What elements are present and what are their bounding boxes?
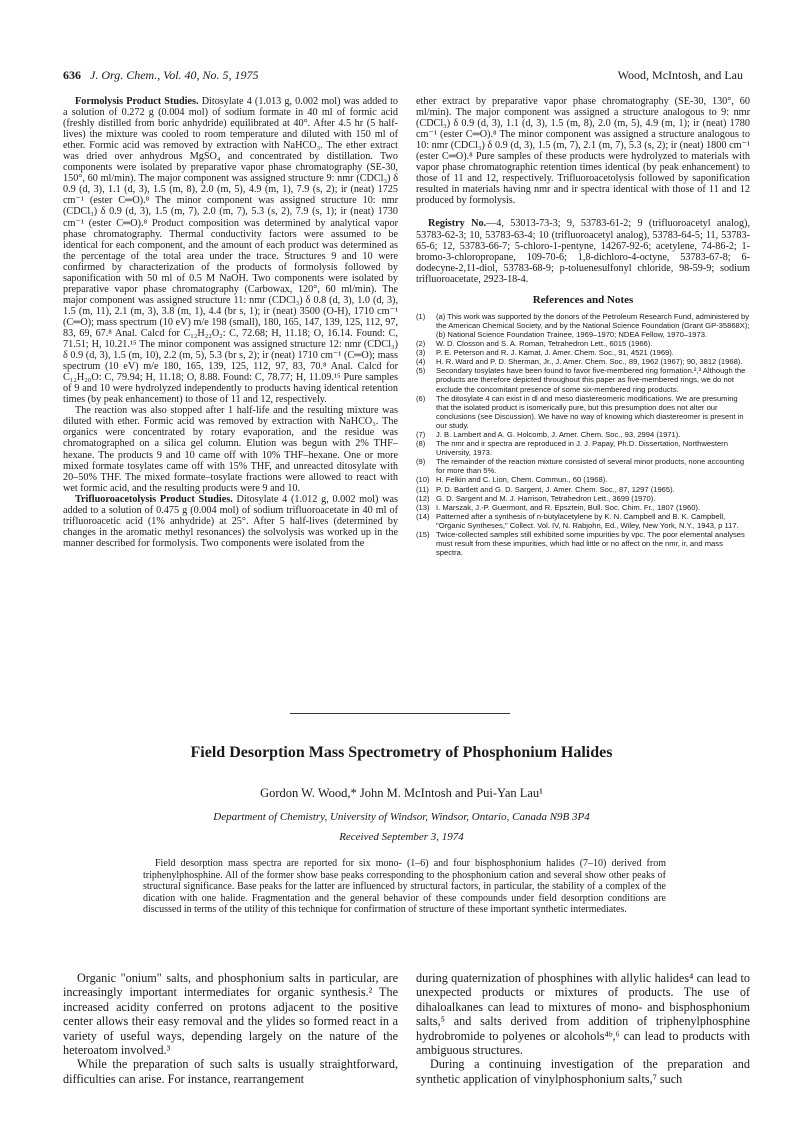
running-header-left: [63, 68, 259, 83]
references-heading: References and Notes: [532, 293, 634, 306]
reference-item: (11) P. D. Bartlett and G. D. Sargent, J. Amer. Chem. Soc., 87, 1297 (1965).: [416, 484, 675, 494]
references-list: [416, 312, 750, 558]
registry-numbers: —4, 53013-73-3; 9, 53783-61-2; 9 (trifluoroacetyl analog), 53783-62-3; 10, 53783-63-4; 10 (trifluoroacetyl analog), 53783-64-5; 11, 53783-65-6; 12, 53783-66-7; 5-chloro-1-pentyne, 14267-92-6; acetylene, 74-86-2; 1-bromo-3-chloropropane, 109-70-6; 1,8-dichloro-4-octyne, 53783-67-8; 6-dodecyne-2,11-diol, 53783-68-9; p-toluenesulfonyl chloride, 98-59-9; sodium trifluoroacetate, 2923-18-4.: [416, 218, 750, 285]
page-number: 636: [63, 68, 81, 82]
reference-item: (4) H. R. Ward and P. D. Sherman, Jr., J. Amer. Chem. Soc., 89, 1962 (1967); 90, 3812 (1968).: [416, 357, 743, 367]
reference-item: (6) The ditosylate 4 can exist in dl and meso diastereomeric modifications. We are presuming that the isolated product is isomerically pure, but this presumption does not alter our conclusions (see Discussion). We have no way of knowing which diastereomer is present in our study.: [416, 393, 744, 430]
ether-extract-paragraph: ether extract by preparative vapor phase chromatography (SE-30, 130°, 60 ml/min). The major component was assigned a structure analogous to 9: nmr (CDCl₃) δ 0.9 (d, 3), 1.1 (d, 3), 1.5 (m, 8), 2.0 (m, 5), 4.9 (m, 1); ir (neat) 1780 cm⁻¹ (ester C═O).⁸ The minor component was assigned a structure analogous to 10: nmr (CDCl₃) δ 0.9 (d, 3), 1.5 (m, 7), 2.1 (m, 7), 5.3 (s, 2); ir (neat) 1800 cm⁻¹ (ester C═O).⁸ Pure samples of these products were hydrolyzed to materials with vapor phase chromatographic retention times identical (by peak enhancement) to those of 11 and 12, respectively. Trifluoroacetolysis followed by saponification resulted in materials having nmr and ir spectra identical with those of 11 and 12 produced by formolysis.: [416, 96, 750, 207]
reference-item: (9) The remainder of the reaction mixture consisted of several minor products, none accounting for more than 5%.: [416, 457, 745, 476]
intro-paragraph: Organic "onium" salts, and phosphonium salts in particular, are increasingly important intermediates for organic synthesis.² The increased acidity conferred on protons adjacent to the positive center allows their easy removal and the ylides so formed react in a variety of useful ways, depending largely on the nature of the heteroatom involved.³: [63, 971, 398, 1058]
trifluoroacetolysis-heading: Trifluoroacetolysis Product Studies.: [75, 493, 233, 505]
formolysis-paragraph: Ditosylate 4 (1.013 g, 0.002 mol) was added to a solution of 0.272 g (0.004 mol) of sodium formate in 40 ml of formic acid (freshly distilled from boric anhydride) equilibrated at 40°. After 4.5 hr (5 half-lives) the mixture was cooled to room temperature and diluted with 150 ml of ether. Formic acid was removed by extraction with NaHCO₃. The ether extract was dried over anhydrous MgSO₄ and concentrated by distillation. Two components were isolated by preparative vapor phase chromatography (SE-30, 150°, 60 ml/min). The major component was assigned structure 9: nmr (CDCl₃) δ 0.9 (d, 3), 1.1 (d, 3), 1.5 (m, 8), 2.0 (m, 5), 4.9 (m, 1), 7.9 (s, 2); ir (neat) 1725 cm⁻¹ (ester C═O).⁸ The minor component was assigned structure 10: nmr (CDCl₃) δ 0.9 (d, 3), 1.5 (m, 7), 2.0 (m, 7), 5.3 (s, 2), 7.9 (s, 1); ir (neat) 1730 cm⁻¹ (ester C═O).⁸ Product composition was determined by analytical vapor phase chromatography. Thermal conductivity factors were assumed to be identical for each component, and the amount of each product was determined as the percentage of the total area under the trace. Structures 9 and 10 were confirmed by characterization of the products of formolysis followed by saponification with 50 ml of 0.5 M NaOH. Two components were isolated by preparative vapor phase chromatography (Carbowax, 120°, 60 ml/min). The major component was assigned structure 11: nmr (CDCl₃) δ 0.8 (d, 3), 1.0 (d, 3), 1.5 (m, 11), 2.1 (m, 3), 3.8 (m, 1), 4.4 (br s, 1); ir (neat) 3500 (O-H), 1710 cm⁻¹ (C═O); mass spectrum (10 eV) m/e 198 (small), 180, 165, 147, 139, 125, 112, 97, 83, 69, 67.⁸ Anal. Calcd for C₁₂H₂₂O₂: C, 72.68; H, 11.18; O, 16.14. Found: C, 71.51; H, 10.21.¹⁵ The minor component was assigned structure 12: nmr (CDCl₃) δ 0.9 (d, 3), 1.5 (m, 10), 2.2 (m, 5), 5.3 (br s, 2); ir (neat) 1710 cm⁻¹ (C═O); mass spectrum (10 eV) m/e 180, 165, 139, 125, 112, 97, 83, 70.⁸ Anal. Calcd for C₁₂H₂₀O: C, 79.94; H, 11.18; O, 8.88. Found: C, 78.77; H, 11.09.¹⁵ Pure samples of 9 and 10 were hydrolyzed independently to products having identical retention times (by peak enhancement) to those of 11 and 12, respectively.: [63, 96, 398, 406]
journal-citation: J. Org. Chem., Vol. 40, No. 5, 1975: [90, 68, 259, 82]
left-column: [63, 96, 398, 549]
article-title: Field Desorption Mass Spectrometry of Phosphonium Halides: [190, 744, 613, 761]
formolysis-heading: Formolysis Product Studies.: [75, 96, 199, 107]
running-authors: Wood, McIntosh, and Lau: [617, 68, 743, 82]
reference-item: (14) Patterned after a synthesis of n-butylacetylene by K. N. Campbell and B. K. Campbell, "Organic Syntheses," Collect. Vol. IV, N. Rabjohn, Ed., Wiley, New York, N.Y., 1943, p 117.: [416, 511, 739, 530]
reference-item: (15) Twice-collected samples still exhibited some impurities by vpc. The poor elemental analyses must result from these impurities, which had little or no affect on the nmr, ir, and mass spectra.: [416, 530, 745, 558]
reference-item: (1) (a) This work was supported by the donors of the Petroleum Research Fund, administered by the American Chemical Society, and by the National Science Foundation (Grant GP-35868X); (b) National Science Foundation Trainee, 1969–1970; NDEA Fellow, 1970–1973.: [416, 311, 750, 339]
intro-paragraph: While the preparation of such salts is usually straightforward, difficulties can arise. For instance, rearrangement: [63, 1057, 398, 1086]
received-date: Received September 3, 1974: [339, 831, 464, 843]
intro-right-column: [416, 971, 750, 1086]
reference-item: (13) I. Marszak, J.-P. Guermont, and R. Epsztein, Bull. Soc. Chim. Fr., 1807 (1960).: [416, 502, 701, 512]
reference-item: (3) P. E. Peterson and R. J. Kamat, J. Amer. Chem. Soc., 91, 4521 (1969).: [416, 348, 674, 358]
article-divider: [290, 713, 510, 714]
trifluoroacetolysis-paragraph: Ditosylate 4 (1.012 g, 0.002 mol) was added to a solution of 0.475 g (0.004 mol) of sodium trifluoroacetate in 40 ml of trifluoroacetic acid (1% anhydride) at 25°. After 5 half-lives (determined by changes in the aromatic methyl resonances) the solvolysis was worked up in the manner described for formolysis. Two components were isolated from the: [63, 493, 399, 549]
reference-item: (10) H. Felkin and C. Lion, Chem. Commun., 60 (1968).: [416, 475, 608, 485]
reference-item: (7) J. B. Lambert and A. G. Holcomb, J. Amer. Chem. Soc., 93, 2994 (1971).: [416, 430, 681, 440]
intro-left-column: [63, 971, 398, 1086]
right-column: [416, 96, 750, 557]
registry-heading: Registry No.: [428, 218, 487, 230]
reference-item: (12) G. D. Sargent and M. J. Harrison, Tetrahedron Lett., 3699 (1970).: [416, 493, 656, 503]
intro-paragraph: During a continuing investigation of the preparation and synthetic application of vinylphosphonium salts,⁷ such: [416, 1057, 750, 1086]
affiliation: Department of Chemistry, University of Windsor, Windsor, Ontario, Canada N9B 3P4: [213, 811, 590, 823]
reference-item: (5) Secondary tosylates have been found to favor five-membered ring formation.²,³ Although the products are therefore depicted throughout this paper as five-membered rings, we do not exclude the concomitant presence of some six-membered ring products.: [416, 366, 746, 394]
article-authors: Gordon W. Wood,* John M. McIntosh and Pui-Yan Lau¹: [260, 786, 543, 800]
abstract: [143, 858, 666, 916]
reference-item: (2) W. D. Closson and S. A. Roman, Tetrahedron Lett., 6015 (1966).: [416, 339, 653, 349]
reaction-stopped-paragraph: The reaction was also stopped after 1 half-life and the resulting mixture was diluted with ether. Formic acid was removed by extraction with NaHCO₃. The organics were concentrated by rotary evaporation, and the residue was chromatographed on a silica gel column. Elution was begun with 2% THF–hexane. The products 9 and 10 came off with 10% THF–hexane. One or more mixed formate tosylates came off with 15% THF, and unreacted ditosylate with 20–50% THF. The mixed formate–tosylate fractions were allowed to react with wet formic acid, and the resulting products were 9 and 10.: [63, 405, 398, 494]
abstract-text: Field desorption mass spectra are reported for six mono- (1–6) and four bisphosphonium halides (7–10) derived from triphenylphosphine. All of the former show base peaks corresponding to the phosphonium cation and several show other peaks of structural significance. Base peaks for the latter are influenced by structural factors, in particular, the stability of a complex of the dication with one halide. Fragmentation and the general behavior of these compounds under field desorption conditions are discussed in terms of the utility of this technique for confirmation of structure of these important synthetic intermediates.: [143, 858, 666, 916]
intro-paragraph: during quaternization of phosphines with allylic halides⁴ can lead to unexpected products or mixtures of products. The use of dihaloalkanes can lead to mixtures of mono- and bisphosphonium salts,⁵ and salts derived from addition of triphenylphosphine hydrobromide to polyenes or alcohols⁴ᵇ,⁶ can lead to products with ambiguous structures.: [416, 971, 750, 1058]
running-header: [63, 68, 743, 84]
reference-item: (8) The nmr and ir spectra are reproduced in J. J. Papay, Ph.D. Dissertation, Northwestern University, 1973.: [416, 439, 728, 458]
